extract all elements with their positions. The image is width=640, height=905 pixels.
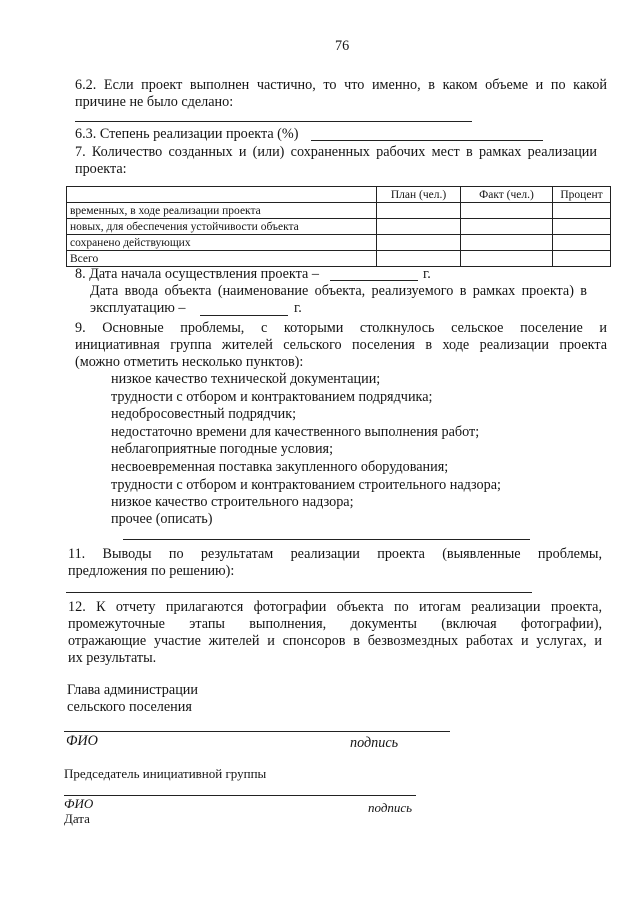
problem-item: низкое качество строительного надзора;: [111, 494, 354, 510]
cell-percent[interactable]: [553, 235, 611, 251]
table-row: [67, 235, 611, 251]
cell-fact[interactable]: [461, 203, 553, 219]
section-8-start-label: 8. Дата начала осуществления проекта –: [75, 266, 319, 282]
chair-signature-line: [64, 795, 416, 796]
row-label-new: новых, для обеспечения устойчивости объекта: [67, 219, 377, 235]
jobs-table-header-fact: Факт (чел.): [461, 187, 553, 203]
row-label-total: Всего: [67, 251, 377, 267]
answer-line-6-3: [311, 140, 543, 141]
problem-item: недостаточно времени для качественного выполнения работ;: [111, 424, 480, 440]
head-signature-label: подпись: [350, 735, 399, 751]
cell-plan[interactable]: [377, 251, 461, 267]
section-7-line2: проекта:: [75, 161, 127, 177]
commission-date-line: [200, 315, 288, 316]
section-7-line1: 7. Количество созданных и (или) сохраненных рабочих мест в рамках реализации: [75, 144, 597, 160]
head-title-line1: Глава администрации: [67, 682, 198, 698]
problem-item: трудности с отбором и контрактованием строительного надзора;: [111, 477, 501, 493]
jobs-table-header-plan: План (чел.): [377, 187, 461, 203]
section-6-2-line2: причине не было сделано:: [75, 94, 234, 110]
section-9-line2: инициативная группа жителей сельского поселения в ходе реализации проекта: [75, 337, 607, 353]
answer-line-6-2: [75, 121, 472, 122]
section-8-commission-line2: эксплуатацию –: [90, 300, 186, 316]
cell-plan[interactable]: [377, 219, 461, 235]
cell-plan[interactable]: [377, 203, 461, 219]
section-12-line4: их результаты.: [68, 650, 157, 666]
problem-item: несвоевременная поставка закупленного оборудования;: [111, 459, 449, 475]
jobs-table-header-blank: [67, 187, 377, 203]
section-8-commission-suffix: г.: [294, 300, 302, 316]
row-label-retained: сохранено действующих: [67, 235, 377, 251]
cell-percent[interactable]: [553, 219, 611, 235]
chair-title: Председатель инициативной группы: [64, 766, 267, 781]
section-8-commission-line1: Дата ввода объекта (наименование объекта, реализуемого в рамках проекта) в: [90, 283, 587, 299]
problem-item: неблагоприятные погодные условия;: [111, 441, 334, 457]
section-11-line1: 11. Выводы по результатам реализации проекта (выявленные проблемы,: [68, 546, 602, 562]
section-9-line3: (можно отметить несколько пунктов):: [75, 354, 304, 370]
table-row: [67, 203, 611, 219]
section-8-start-suffix: г.: [423, 266, 431, 282]
problem-item: трудности с отбором и контрактованием подрядчика;: [111, 389, 433, 405]
head-signature-line: [64, 731, 450, 732]
problem-item: прочее (описать): [111, 511, 213, 527]
start-date-line: [330, 280, 418, 281]
jobs-table-header: [67, 187, 611, 203]
other-answer-line: [123, 539, 530, 540]
chair-signature-label: подпись: [368, 800, 413, 815]
section-12-line3: отражающие участие жителей и спонсоров в безвозмездных работах и услугах, и: [68, 633, 602, 649]
section-9-line1: 9. Основные проблемы, с которыми столкнулось сельское поселение и: [75, 320, 607, 336]
section-6-2-line1: 6.2. Если проект выполнен частично, то что именно, в каком объеме и по какой: [75, 77, 607, 93]
cell-percent[interactable]: [553, 203, 611, 219]
head-fio-label: ФИО: [66, 733, 98, 749]
cell-plan[interactable]: [377, 235, 461, 251]
cell-fact[interactable]: [461, 251, 553, 267]
head-title-line2: сельского поселения: [67, 699, 192, 715]
cell-fact[interactable]: [461, 235, 553, 251]
date-label: Дата: [64, 811, 90, 826]
cell-fact[interactable]: [461, 219, 553, 235]
chair-fio-label: ФИО: [64, 796, 94, 811]
table-row: [67, 219, 611, 235]
section-12-line2: промежуточные этапы выполнения, документы (включая фотографии),: [68, 616, 602, 632]
conclusion-answer-line: [66, 592, 532, 593]
cell-percent[interactable]: [553, 251, 611, 267]
jobs-table-header-percent: Процент: [553, 187, 611, 203]
section-12-line1: 12. К отчету прилагаются фотографии объекта по итогам реализации проекта,: [68, 599, 602, 615]
table-row: [67, 251, 611, 267]
section-11-line2: предложения по решению):: [68, 563, 235, 579]
row-label-temporary: временных, в ходе реализации проекта: [67, 203, 377, 219]
problem-item: низкое качество технической документации;: [111, 371, 381, 387]
page-number: 76: [335, 38, 350, 54]
problem-item: недобросовестный подрядчик;: [111, 406, 297, 422]
jobs-table: [66, 186, 611, 267]
section-6-3: 6.3. Степень реализации проекта (%): [75, 126, 299, 142]
